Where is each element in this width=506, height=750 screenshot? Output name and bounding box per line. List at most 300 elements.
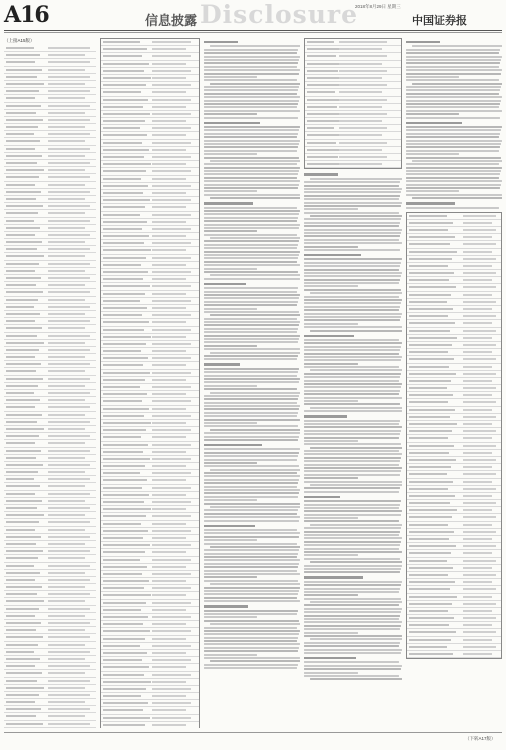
table-row [101, 571, 199, 578]
table-row [101, 499, 199, 506]
table-row [101, 456, 199, 463]
table-row [4, 577, 96, 584]
table-row [101, 427, 199, 434]
text-line [204, 529, 297, 531]
text-line [204, 62, 298, 64]
text-line [204, 311, 299, 313]
table-row [407, 550, 501, 557]
text-line [210, 197, 300, 199]
paragraph-heading [406, 41, 440, 43]
body-text [304, 173, 402, 680]
text-line [406, 187, 500, 189]
table-row [4, 282, 96, 289]
text-line [304, 323, 358, 325]
text-line [406, 86, 501, 88]
text-line [204, 492, 299, 494]
text-line [204, 73, 299, 75]
table-row [101, 686, 199, 693]
text-line [204, 556, 297, 558]
text-line [304, 410, 402, 412]
table-row [4, 613, 96, 620]
table-row [4, 527, 96, 534]
paragraph-heading [204, 444, 262, 446]
text-line [204, 667, 297, 669]
text-line [304, 652, 401, 654]
table-row [4, 713, 96, 720]
text-line [304, 548, 399, 550]
text-line [304, 282, 399, 284]
text-line [204, 173, 298, 175]
text-line [406, 110, 502, 112]
table-row [101, 247, 199, 254]
text-line [204, 405, 300, 407]
text-line [304, 450, 399, 452]
text-line [304, 474, 400, 476]
text-line [204, 509, 298, 511]
table-row [407, 234, 501, 241]
text-line [304, 544, 400, 546]
text-line [204, 224, 300, 226]
table-row [101, 549, 199, 556]
text-line [204, 422, 257, 424]
text-line [304, 608, 402, 610]
table-row [407, 349, 501, 356]
table-row [407, 622, 501, 629]
table-row [101, 463, 199, 470]
table-row [4, 117, 96, 124]
text-line [304, 433, 400, 435]
text-line [304, 491, 399, 493]
text-line [406, 117, 500, 119]
table-row [407, 414, 501, 421]
text-line [304, 568, 401, 570]
text-line [304, 400, 358, 402]
table-row [407, 565, 501, 572]
table-row [407, 284, 501, 291]
text-line [204, 459, 297, 461]
table-row [101, 585, 199, 592]
text-line [406, 184, 501, 186]
table-row [407, 543, 501, 550]
text-line [204, 287, 298, 289]
table-row [4, 505, 96, 512]
table-row [407, 342, 501, 349]
text-line [304, 181, 400, 183]
text-line [304, 342, 402, 344]
text-line [204, 439, 298, 441]
text-line [304, 191, 401, 193]
table-row [101, 68, 199, 75]
text-line [304, 326, 402, 328]
text-line [204, 448, 300, 450]
table-row [4, 462, 96, 469]
table-row [305, 53, 401, 60]
text-line [204, 338, 299, 340]
table-row [101, 442, 199, 449]
text-line [210, 352, 300, 354]
text-line [310, 638, 402, 640]
text-line [204, 110, 300, 112]
text-line [304, 363, 358, 365]
header-rule [4, 30, 502, 31]
table-row [101, 283, 199, 290]
table-row [4, 289, 96, 296]
table-row [101, 61, 199, 68]
table-row [407, 364, 501, 371]
text-line [210, 583, 300, 585]
text-line [406, 96, 502, 98]
text-line [304, 591, 399, 593]
paragraph-heading [406, 122, 462, 124]
table-row [101, 240, 199, 247]
section-title-english: Disclosure [200, 0, 358, 29]
text-line [204, 452, 299, 454]
text-line [204, 79, 297, 81]
table-row [101, 722, 199, 728]
text-line [304, 296, 399, 298]
text-line [204, 415, 297, 417]
page-header [0, 0, 506, 34]
text-line [204, 375, 297, 377]
table-row [305, 161, 401, 168]
table-row [101, 485, 199, 492]
text-line [204, 96, 300, 98]
text-line [204, 328, 298, 330]
text-line [304, 309, 399, 311]
text-line [304, 588, 400, 590]
text-line [406, 143, 501, 145]
paragraph-heading [304, 576, 363, 578]
text-line [406, 89, 500, 91]
text-line [204, 335, 300, 337]
table-row [4, 412, 96, 419]
table-row [407, 428, 501, 435]
text-line [304, 242, 402, 244]
text-line [406, 207, 499, 209]
text-line [304, 275, 401, 277]
table-row [305, 147, 401, 154]
text-line [204, 378, 300, 380]
table-row [4, 95, 96, 102]
table-row [101, 319, 199, 326]
text-line [204, 187, 298, 189]
continued-on-label: （下转A17版） [465, 736, 496, 741]
table-row [101, 398, 199, 405]
table-row [407, 536, 501, 543]
table-row [4, 419, 96, 426]
text-line [310, 178, 402, 180]
table-row [407, 313, 501, 320]
text-line [204, 479, 299, 481]
table-row [4, 182, 96, 189]
text-line [204, 217, 298, 219]
text-line [204, 513, 297, 515]
text-line [304, 665, 402, 667]
table-row [101, 197, 199, 204]
table-row [101, 506, 199, 513]
table-row [4, 678, 96, 685]
text-line [204, 133, 298, 135]
table-row [101, 621, 199, 628]
table-row [101, 176, 199, 183]
text-line [304, 423, 399, 425]
text-line [406, 173, 500, 175]
table-row [4, 174, 96, 181]
table-row [407, 479, 501, 486]
table-row [4, 620, 96, 627]
table-row [407, 241, 501, 248]
text-line [304, 537, 402, 539]
text-line [204, 539, 257, 541]
table-row [101, 535, 199, 542]
text-line [204, 381, 299, 383]
text-line [304, 635, 402, 637]
table-row [101, 161, 199, 168]
text-line [304, 611, 401, 613]
text-line [304, 359, 401, 361]
text-line [304, 649, 402, 651]
table-row [101, 600, 199, 607]
table-row [4, 627, 96, 634]
table-row [4, 455, 96, 462]
table-row [101, 413, 199, 420]
text-line [304, 554, 358, 556]
table-row [407, 399, 501, 406]
text-line [304, 262, 401, 264]
table-row [407, 277, 501, 284]
table-row [101, 140, 199, 147]
table-row [4, 167, 96, 174]
paragraph-heading [304, 415, 347, 417]
text-line [406, 190, 459, 192]
text-line [412, 45, 502, 47]
text-line [304, 504, 400, 506]
text-line [204, 278, 300, 280]
text-line [406, 100, 501, 102]
table-row [101, 204, 199, 211]
text-line [304, 632, 358, 634]
table-row [101, 636, 199, 643]
text-line [304, 558, 400, 560]
text-line [204, 52, 297, 54]
text-line [204, 100, 299, 102]
paragraph-heading [304, 173, 338, 175]
text-line [304, 356, 402, 358]
text-line [204, 633, 299, 635]
section-title: 信息披露 [145, 14, 198, 29]
text-line [304, 420, 400, 422]
table-row [101, 255, 199, 262]
table-row [4, 297, 96, 304]
paragraph-heading [304, 335, 354, 337]
text-line [304, 222, 400, 224]
table-row [4, 649, 96, 656]
text-line [204, 184, 299, 186]
text-line [406, 140, 502, 142]
table-row [4, 397, 96, 404]
table-row [101, 521, 199, 528]
text-line [204, 268, 257, 270]
table-row [101, 370, 199, 377]
text-line [304, 645, 399, 647]
text-line [210, 237, 300, 239]
table-row [101, 434, 199, 441]
text-line [204, 103, 298, 105]
text-line [204, 213, 299, 215]
table-row [407, 637, 501, 644]
text-line [204, 600, 300, 602]
table-row [101, 557, 199, 564]
table-row [407, 263, 501, 270]
text-line [304, 594, 358, 596]
text-line [406, 167, 502, 169]
text-line [304, 339, 399, 341]
text-line [204, 640, 297, 642]
text-line [406, 93, 499, 95]
text-line [204, 180, 300, 182]
text-line [304, 195, 400, 197]
table-row [407, 371, 501, 378]
table-row [407, 213, 501, 220]
text-line [304, 249, 400, 251]
table-row [4, 469, 96, 476]
text-line [204, 308, 257, 310]
text-line [412, 83, 502, 85]
table-row [4, 433, 96, 440]
table-row [407, 249, 501, 256]
text-line [304, 235, 400, 237]
text-line [204, 157, 299, 159]
text-line [406, 129, 501, 131]
table-row [4, 685, 96, 692]
text-line [204, 355, 298, 357]
table-row [4, 548, 96, 555]
text-line [204, 627, 297, 629]
text-line [304, 272, 402, 274]
text-line [406, 56, 502, 58]
text-line [204, 408, 299, 410]
text-line [210, 660, 300, 662]
text-line [204, 499, 257, 501]
text-line [304, 246, 358, 248]
text-line [204, 207, 297, 209]
table-row [101, 406, 199, 413]
table-row [101, 262, 199, 269]
table-row [407, 443, 501, 450]
text-line [204, 59, 299, 61]
table-row [4, 642, 96, 649]
table-row [4, 512, 96, 519]
table-row [4, 570, 96, 577]
table-row [101, 592, 199, 599]
table-row [4, 67, 96, 74]
text-line [204, 86, 299, 88]
text-line [210, 623, 300, 625]
text-line [210, 45, 300, 47]
text-line [310, 215, 402, 217]
text-line [204, 385, 257, 387]
text-line [204, 432, 300, 434]
body-text [406, 41, 502, 209]
table-row [4, 333, 96, 340]
text-line [304, 625, 401, 627]
text-line [210, 160, 300, 162]
text-line [204, 532, 300, 534]
table-row [4, 699, 96, 706]
text-line [204, 153, 257, 155]
text-line [204, 146, 298, 148]
text-line [304, 306, 400, 308]
text-line [204, 106, 297, 108]
table-row [4, 153, 96, 160]
table-row [4, 340, 96, 347]
table-row [4, 563, 96, 570]
text-line [204, 462, 257, 464]
table-row [101, 578, 199, 585]
table-row [101, 377, 199, 384]
text-line [204, 136, 297, 138]
table-row [101, 348, 199, 355]
table-row [101, 269, 199, 276]
table-row [101, 650, 199, 657]
text-line [204, 358, 297, 360]
table-row [407, 629, 501, 636]
text-line [304, 202, 402, 204]
text-line [304, 353, 399, 355]
table-row [4, 670, 96, 677]
table-row [407, 586, 501, 593]
text-line [204, 170, 299, 172]
text-line [204, 167, 300, 169]
text-line [412, 160, 502, 162]
table-row [101, 542, 199, 549]
table-row [4, 203, 96, 210]
text-line [304, 212, 399, 214]
text-line [406, 59, 501, 61]
table-row [4, 45, 96, 52]
text-line [210, 506, 300, 508]
text-line [406, 133, 500, 135]
text-line [204, 654, 257, 656]
table-row [101, 607, 199, 614]
text-line [406, 146, 500, 148]
text-line [204, 227, 299, 229]
text-line [210, 469, 300, 471]
table-row [4, 225, 96, 232]
text-line [304, 460, 400, 462]
table-row [407, 493, 501, 500]
text-line [204, 140, 300, 142]
table-row [4, 721, 96, 728]
table-row [407, 464, 501, 471]
text-line [204, 489, 300, 491]
text-line [204, 610, 298, 612]
table-row [4, 483, 96, 490]
table-row [101, 104, 199, 111]
text-line [304, 373, 401, 375]
table-row [101, 643, 199, 650]
paragraph-heading [204, 283, 246, 285]
text-line [310, 601, 402, 603]
text-line [310, 330, 402, 332]
text-line [304, 198, 399, 200]
text-line [406, 170, 501, 172]
table-row [4, 584, 96, 591]
table-row [4, 354, 96, 361]
text-line [310, 524, 402, 526]
text-line [204, 576, 257, 578]
table-row [4, 376, 96, 383]
